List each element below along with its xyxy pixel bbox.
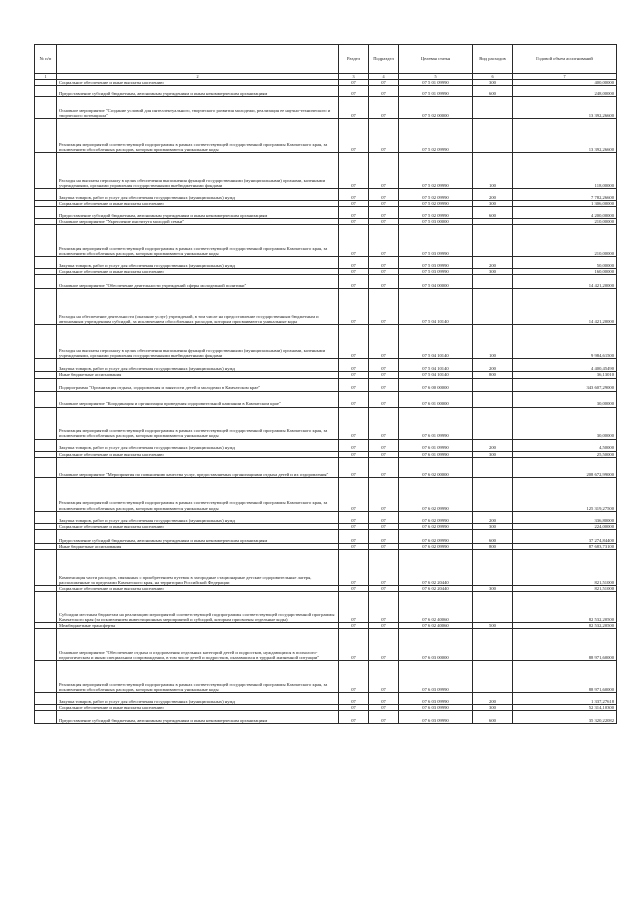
expense-type-cell — [473, 289, 513, 325]
table-row — [35, 378, 617, 391]
amount-cell: 821,51000 — [513, 549, 617, 585]
item-name-cell: Субсидии местным бюджетам на реализацию мероприятий соответствующей подпрограммы соответствующей государственной программы Камчатского края (за исключением инвестиционных мероприятий и субсидий, которым присвоены отдельные коды) — [57, 591, 339, 622]
target-article-cell: 07 6 00 00000 — [399, 378, 473, 391]
item-name-cell: Иные бюджетные ассигнования — [57, 543, 339, 549]
section-cell: 07 — [339, 391, 369, 407]
row-number-cell — [35, 629, 57, 661]
table-row — [35, 529, 617, 543]
expense-type-cell: 100 — [473, 153, 513, 189]
table-row — [35, 591, 617, 622]
item-name-cell: Предоставление субсидий бюджетным, автономным учреждениям и иным некоммерческим организациям — [57, 529, 339, 543]
amount-cell: 125 319,27500 — [513, 477, 617, 511]
amount-cell: 9 984,61500 — [513, 325, 617, 359]
expense-type-cell: 100 — [473, 325, 513, 359]
row-number-cell — [35, 359, 57, 372]
subsection-cell: 07 — [369, 622, 399, 628]
item-name-cell: Реализация мероприятий соответствующей подпрограммы в рамках соответствующей государственной программы Камчатского края, за исключением обособленных расходов, которым присваиваются уникальные коды — [57, 661, 339, 693]
target-article-cell: 07 5 02 09990 — [399, 119, 473, 153]
item-name-cell: Основное мероприятие "Координация и организация проведения оздоровительной кампании в Камчатском крае" — [57, 391, 339, 407]
item-name-cell: Компенсация части расходов, связанных с приобретением путевок в загородные стационарные детские оздоровительные лагеря, расположенные за пределами Камчатского края, на территории Российской Федерации — [57, 549, 339, 585]
amount-cell: 25,50000 — [513, 451, 617, 457]
subsection-cell: 07 — [369, 219, 399, 225]
section-cell: 07 — [339, 359, 369, 372]
row-number-cell — [35, 225, 57, 257]
row-number-cell — [35, 439, 57, 451]
amount-cell: 1 337,27618 — [513, 693, 617, 705]
row-number-cell — [35, 511, 57, 523]
amount-cell: 4,50000 — [513, 439, 617, 451]
subsection-cell: 07 — [369, 549, 399, 585]
section-cell: 07 — [339, 457, 369, 477]
item-name-cell: Предоставление субсидий бюджетным, автономным учреждениям и иным некоммерческим организациям — [57, 207, 339, 219]
amount-cell: 35 320,22082 — [513, 711, 617, 724]
header-section: Раздел — [339, 45, 369, 74]
expense-type-cell: 300 — [473, 269, 513, 275]
target-article-cell: 07 5 02 00000 — [399, 97, 473, 119]
table-row — [35, 711, 617, 724]
subsection-cell: 07 — [369, 207, 399, 219]
subsection-cell: 07 — [369, 543, 399, 549]
expense-type-cell — [473, 119, 513, 153]
target-article-cell: 07 6 03 09990 — [399, 693, 473, 705]
section-cell: 07 — [339, 622, 369, 628]
header-target-article: Целевая статья — [399, 45, 473, 74]
target-article-cell: 07 5 03 00000 — [399, 219, 473, 225]
item-name-cell: Закупка товаров, работ и услуг для обеспечения государственных (муниципальных) нужд — [57, 693, 339, 705]
subsection-cell: 07 — [369, 275, 399, 289]
budget-allocation-table — [34, 44, 617, 724]
expense-type-cell: 200 — [473, 693, 513, 705]
subsection-cell: 07 — [369, 629, 399, 661]
item-name-cell: Основное мероприятие "Обеспечение отдыха и оздоровления отдельных категорий детей и подростков, нуждающихся в психолого-педагогическом и иным специальном сопровождении, в том числе детей и подростков, оказавшихся в трудной жизненной ситуации" — [57, 629, 339, 661]
amount-cell: 118,00000 — [513, 153, 617, 189]
target-article-cell: 07 6 02 40060 — [399, 622, 473, 628]
expense-type-cell — [473, 477, 513, 511]
subsection-cell: 07 — [369, 585, 399, 591]
subsection-cell: 07 — [369, 80, 399, 86]
subsection-cell: 07 — [369, 372, 399, 378]
subsection-cell: 07 — [369, 289, 399, 325]
target-article-cell: 07 5 04 10140 — [399, 359, 473, 372]
expense-type-cell: 600 — [473, 207, 513, 219]
item-name-cell: Социальное обеспечение и иные выплаты населению — [57, 585, 339, 591]
target-article-cell: 07 6 03 09990 — [399, 661, 473, 693]
target-article-cell: 07 5 03 09990 — [399, 257, 473, 269]
target-article-cell: 07 6 02 40060 — [399, 591, 473, 622]
amount-cell: 336,80000 — [513, 511, 617, 523]
section-cell: 07 — [339, 325, 369, 359]
target-article-cell: 07 6 03 09990 — [399, 705, 473, 711]
column-index: 6 — [473, 74, 513, 80]
item-name-cell: Расходы на выплаты персоналу в целях обеспечения выполнения функций государственными (муниципальными) органами, казенными учреждениями, органами управления государственными внебюджетными фондами — [57, 325, 339, 359]
row-number-cell — [35, 378, 57, 391]
amount-cell: 37 274,84400 — [513, 529, 617, 543]
target-article-cell: 07 6 01 09990 — [399, 451, 473, 457]
row-number-cell — [35, 189, 57, 201]
section-cell: 07 — [339, 153, 369, 189]
subsection-cell: 07 — [369, 705, 399, 711]
item-name-cell: Иные бюджетные ассигнования — [57, 372, 339, 378]
subsection-cell: 07 — [369, 378, 399, 391]
row-number-cell — [35, 86, 57, 97]
target-article-cell: 07 6 03 00000 — [399, 629, 473, 661]
subsection-cell: 07 — [369, 153, 399, 189]
column-index: 1 — [35, 74, 57, 80]
amount-cell: 30,00000 — [513, 407, 617, 439]
subsection-cell: 07 — [369, 86, 399, 97]
expense-type-cell — [473, 378, 513, 391]
row-number-cell — [35, 591, 57, 622]
table-row — [35, 153, 617, 189]
amount-cell: 1 306,00000 — [513, 201, 617, 207]
target-article-cell: 07 5 02 09990 — [399, 189, 473, 201]
table-row — [35, 457, 617, 477]
item-name-cell: Основное мероприятие "Обеспечение деятельности учреждений сферы молодежной политики" — [57, 275, 339, 289]
expense-type-cell: 200 — [473, 511, 513, 523]
target-article-cell: 07 5 02 09990 — [399, 201, 473, 207]
item-name-cell: Основное мероприятие "Создание условий для интеллектуального, творческого развития молодежи, реализация ее научно-технического и творческого потенциала" — [57, 97, 339, 119]
item-name-cell: Реализация мероприятий соответствующей подпрограммы в рамках соответствующей государственной программы Камчатского края, за исключением обособленных расходов, которым присваиваются уникальные коды — [57, 407, 339, 439]
amount-cell: 88 971,60000 — [513, 629, 617, 661]
subsection-cell: 07 — [369, 451, 399, 457]
table-row — [35, 549, 617, 585]
row-number-cell — [35, 97, 57, 119]
section-cell: 07 — [339, 97, 369, 119]
item-name-cell: Социальное обеспечение и иные выплаты населению — [57, 451, 339, 457]
subsection-cell: 07 — [369, 359, 399, 372]
row-number-cell — [35, 549, 57, 585]
section-cell: 07 — [339, 225, 369, 257]
amount-cell: 210,00000 — [513, 225, 617, 257]
subsection-cell: 07 — [369, 439, 399, 451]
amount-cell: 88 971,60000 — [513, 661, 617, 693]
amount-cell: 13 392,26600 — [513, 97, 617, 119]
section-cell: 07 — [339, 407, 369, 439]
section-cell: 07 — [339, 257, 369, 269]
subsection-cell: 07 — [369, 529, 399, 543]
expense-type-cell: 200 — [473, 257, 513, 269]
table-header — [35, 45, 617, 80]
section-cell: 07 — [339, 529, 369, 543]
item-name-cell: Подпрограмма "Организация отдыха, оздоровления и занятости детей и молодежи в Камчатском крае" — [57, 378, 339, 391]
expense-type-cell: 200 — [473, 439, 513, 451]
row-number-cell — [35, 207, 57, 219]
amount-cell: 13 392,26600 — [513, 119, 617, 153]
item-name-cell: Закупка товаров, работ и услуг для обеспечения государственных (муниципальных) нужд — [57, 257, 339, 269]
section-cell: 07 — [339, 477, 369, 511]
expense-type-cell: 500 — [473, 622, 513, 628]
section-cell: 07 — [339, 119, 369, 153]
section-cell: 07 — [339, 585, 369, 591]
column-index: 4 — [369, 74, 399, 80]
section-cell: 07 — [339, 705, 369, 711]
target-article-cell: 07 6 01 09990 — [399, 439, 473, 451]
expense-type-cell — [473, 97, 513, 119]
item-name-cell: Реализация мероприятий соответствующей подпрограммы в рамках соответствующей государственной программы Камчатского края, за исключением обособленных расходов, которым присваиваются уникальные коды — [57, 477, 339, 511]
table-row — [35, 225, 617, 257]
item-name-cell: Закупка товаров, работ и услуг для обеспечения государственных (муниципальных) нужд — [57, 511, 339, 523]
target-article-cell: 07 6 02 09990 — [399, 523, 473, 529]
target-article-cell: 07 6 02 09990 — [399, 477, 473, 511]
table-row — [35, 207, 617, 219]
amount-cell: 87 683,73100 — [513, 543, 617, 549]
column-index: 5 — [399, 74, 473, 80]
target-article-cell: 07 5 03 09990 — [399, 269, 473, 275]
item-name-cell: Социальное обеспечение и иные выплаты населению — [57, 705, 339, 711]
row-number-cell — [35, 391, 57, 407]
table-row — [35, 289, 617, 325]
target-article-cell: 07 6 03 09990 — [399, 711, 473, 724]
row-number-cell — [35, 661, 57, 693]
expense-type-cell — [473, 661, 513, 693]
subsection-cell: 07 — [369, 477, 399, 511]
table-row — [35, 439, 617, 451]
expense-type-cell — [473, 549, 513, 585]
subsection-cell: 07 — [369, 201, 399, 207]
target-article-cell: 07 5 04 00000 — [399, 275, 473, 289]
section-cell: 07 — [339, 439, 369, 451]
section-cell: 07 — [339, 207, 369, 219]
expense-type-cell — [473, 407, 513, 439]
subsection-cell: 07 — [369, 97, 399, 119]
row-number-cell — [35, 477, 57, 511]
target-article-cell: 07 5 04 10140 — [399, 372, 473, 378]
header-name — [57, 45, 339, 74]
expense-type-cell — [473, 591, 513, 622]
target-article-cell: 07 6 02 20440 — [399, 549, 473, 585]
expense-type-cell: 300 — [473, 585, 513, 591]
amount-cell: 82 532,20500 — [513, 591, 617, 622]
expense-type-cell — [473, 225, 513, 257]
expense-type-cell: 300 — [473, 523, 513, 529]
amount-cell: 343 607,29000 — [513, 378, 617, 391]
amount-cell: 36,13010 — [513, 372, 617, 378]
row-number-cell — [35, 325, 57, 359]
row-number-cell — [35, 119, 57, 153]
item-name-cell: Социальное обеспечение и иные выплаты населению — [57, 523, 339, 529]
subsection-cell: 07 — [369, 225, 399, 257]
amount-cell: 50,00000 — [513, 257, 617, 269]
section-cell: 07 — [339, 275, 369, 289]
subsection-cell: 07 — [369, 511, 399, 523]
amount-cell: 4 400,45490 — [513, 359, 617, 372]
subsection-cell: 07 — [369, 119, 399, 153]
section-cell: 07 — [339, 523, 369, 529]
item-name-cell: Основное мероприятие "Мероприятия по повышению качества услуг, предоставляемых организациями отдыха детей и их оздоровления" — [57, 457, 339, 477]
table-row — [35, 693, 617, 705]
target-article-cell: 07 5 02 09990 — [399, 153, 473, 189]
subsection-cell: 07 — [369, 269, 399, 275]
section-cell: 07 — [339, 549, 369, 585]
expense-type-cell: 200 — [473, 359, 513, 372]
target-article-cell: 07 6 02 00000 — [399, 457, 473, 477]
row-number-cell — [35, 457, 57, 477]
table-row — [35, 629, 617, 661]
header-subsection: Подраздел — [369, 45, 399, 74]
table-row — [35, 511, 617, 523]
target-article-cell: 07 6 02 09990 — [399, 529, 473, 543]
section-cell: 07 — [339, 289, 369, 325]
section-cell: 07 — [339, 711, 369, 724]
subsection-cell: 07 — [369, 711, 399, 724]
subsection-cell: 07 — [369, 661, 399, 693]
amount-cell: 14 421,20000 — [513, 275, 617, 289]
item-name-cell: Закупка товаров, работ и услуг для обеспечения государственных (муниципальных) нужд — [57, 439, 339, 451]
row-number-cell — [35, 153, 57, 189]
expense-type-cell: 600 — [473, 529, 513, 543]
column-index: 2 — [57, 74, 339, 80]
amount-cell: 210,00000 — [513, 219, 617, 225]
row-number-cell — [35, 289, 57, 325]
subsection-cell: 07 — [369, 189, 399, 201]
expense-type-cell: 300 — [473, 201, 513, 207]
section-cell: 07 — [339, 372, 369, 378]
column-index: 7 — [513, 74, 617, 80]
item-name-cell: Социальное обеспечение и иные выплаты населению — [57, 269, 339, 275]
subsection-cell: 07 — [369, 591, 399, 622]
table-row — [35, 86, 617, 97]
section-cell: 07 — [339, 86, 369, 97]
table-row — [35, 477, 617, 511]
expense-type-cell — [473, 629, 513, 661]
item-name-cell: Предоставление субсидий бюджетным, автономным учреждениям и иным некоммерческим организациям — [57, 86, 339, 97]
expense-type-cell: 300 — [473, 451, 513, 457]
item-name-cell: Основное мероприятие "Укрепление института молодой семьи" — [57, 219, 339, 225]
target-article-cell: 07 6 02 20440 — [399, 585, 473, 591]
target-article-cell: 07 5 03 09990 — [399, 225, 473, 257]
row-number-cell — [35, 257, 57, 269]
table-row — [35, 407, 617, 439]
item-name-cell: Реализация мероприятий соответствующей подпрограммы в рамках соответствующей государственной программы Камчатского края, за исключением обособленных расходов, которым присваиваются уникальные коды — [57, 225, 339, 257]
row-number-cell — [35, 693, 57, 705]
expense-type-cell: 800 — [473, 543, 513, 549]
amount-cell: 14 421,20000 — [513, 289, 617, 325]
amount-cell: 82 532,20500 — [513, 622, 617, 628]
target-article-cell: 07 6 02 09990 — [399, 543, 473, 549]
section-cell: 07 — [339, 451, 369, 457]
table-row — [35, 359, 617, 372]
table-row — [35, 257, 617, 269]
section-cell: 07 — [339, 543, 369, 549]
section-cell: 07 — [339, 80, 369, 86]
section-cell: 07 — [339, 189, 369, 201]
subsection-cell: 07 — [369, 257, 399, 269]
section-cell: 07 — [339, 693, 369, 705]
subsection-cell: 07 — [369, 457, 399, 477]
amount-cell: 248,00000 — [513, 86, 617, 97]
target-article-cell: 07 6 01 09990 — [399, 407, 473, 439]
item-name-cell: Расходы на обеспечение деятельности (оказание услуг) учреждений, в том числе на предоставление государственным бюджетным и автономным учреждениям субсидий, за исключением обособленных расходов, которым присваиваются уникальные коды — [57, 289, 339, 325]
expense-type-cell: 600 — [473, 86, 513, 97]
expense-type-cell: 800 — [473, 372, 513, 378]
table-body — [35, 80, 617, 724]
section-cell: 07 — [339, 378, 369, 391]
item-name-cell: Закупка товаров, работ и услуг для обеспечения государственных (муниципальных) нужд — [57, 359, 339, 372]
column-index: 3 — [339, 74, 369, 80]
amount-cell: 4 200,00000 — [513, 207, 617, 219]
section-cell: 07 — [339, 629, 369, 661]
item-name-cell: Социальное обеспечение и иные выплаты населению — [57, 201, 339, 207]
table-row — [35, 97, 617, 119]
amount-cell: 400,00000 — [513, 80, 617, 86]
target-article-cell: 07 5 04 10140 — [399, 289, 473, 325]
subsection-cell: 07 — [369, 325, 399, 359]
section-cell: 07 — [339, 219, 369, 225]
amount-cell: 821,51000 — [513, 585, 617, 591]
item-name-cell: Социальное обеспечение и иные выплаты населению — [57, 80, 339, 86]
item-name-cell: Межбюджетные трансферты — [57, 622, 339, 628]
row-number-cell — [35, 407, 57, 439]
subsection-cell: 07 — [369, 391, 399, 407]
subsection-cell: 07 — [369, 693, 399, 705]
row-number-cell — [35, 711, 57, 724]
item-name-cell: Закупка товаров, работ и услуг для обеспечения государственных (муниципальных) нужд — [57, 189, 339, 201]
header-expense-type: Вид расходов — [473, 45, 513, 74]
table-row — [35, 325, 617, 359]
section-cell: 07 — [339, 511, 369, 523]
target-article-cell: 07 5 02 09990 — [399, 207, 473, 219]
item-name-cell: Реализация мероприятий соответствующей подпрограммы в рамках соответствующей государственной программы Камчатского края, за исключением обособленных расходов, которым присваиваются уникальные коды — [57, 119, 339, 153]
subsection-cell: 07 — [369, 523, 399, 529]
expense-type-cell — [473, 275, 513, 289]
target-article-cell: 07 6 01 00000 — [399, 391, 473, 407]
expense-type-cell: 300 — [473, 705, 513, 711]
amount-cell: 30,00000 — [513, 391, 617, 407]
table-row — [35, 189, 617, 201]
expense-type-cell: 300 — [473, 80, 513, 86]
table-row — [35, 661, 617, 693]
amount-cell: 52 314,10300 — [513, 705, 617, 711]
target-article-cell: 07 6 02 09990 — [399, 511, 473, 523]
amount-cell: 208 672,99000 — [513, 457, 617, 477]
table-row — [35, 119, 617, 153]
amount-cell: 7 782,26600 — [513, 189, 617, 201]
expense-type-cell — [473, 457, 513, 477]
table-row — [35, 391, 617, 407]
section-cell: 07 — [339, 591, 369, 622]
expense-type-cell — [473, 391, 513, 407]
item-name-cell: Расходы на выплаты персоналу в целях обеспечения выполнения функций государственными (муниципальными) органами, казенными учреждениями, органами управления государственными внебюджетными фондами — [57, 153, 339, 189]
expense-type-cell: 600 — [473, 711, 513, 724]
target-article-cell: 07 5 04 10140 — [399, 325, 473, 359]
expense-type-cell: 200 — [473, 189, 513, 201]
header-number: № п/п — [35, 45, 57, 74]
target-article-cell: 07 5 01 09990 — [399, 86, 473, 97]
table-row — [35, 275, 617, 289]
item-name-cell: Предоставление субсидий бюджетным, автономным учреждениям и иным некоммерческим организациям — [57, 711, 339, 724]
subsection-cell: 07 — [369, 407, 399, 439]
amount-cell: 224,00000 — [513, 523, 617, 529]
header-annual-amount: Годовой объем ассигнований — [513, 45, 617, 74]
section-cell: 07 — [339, 661, 369, 693]
target-article-cell: 07 5 01 09990 — [399, 80, 473, 86]
row-number-cell — [35, 275, 57, 289]
section-cell: 07 — [339, 201, 369, 207]
section-cell: 07 — [339, 269, 369, 275]
amount-cell: 160,00000 — [513, 269, 617, 275]
row-number-cell — [35, 529, 57, 543]
